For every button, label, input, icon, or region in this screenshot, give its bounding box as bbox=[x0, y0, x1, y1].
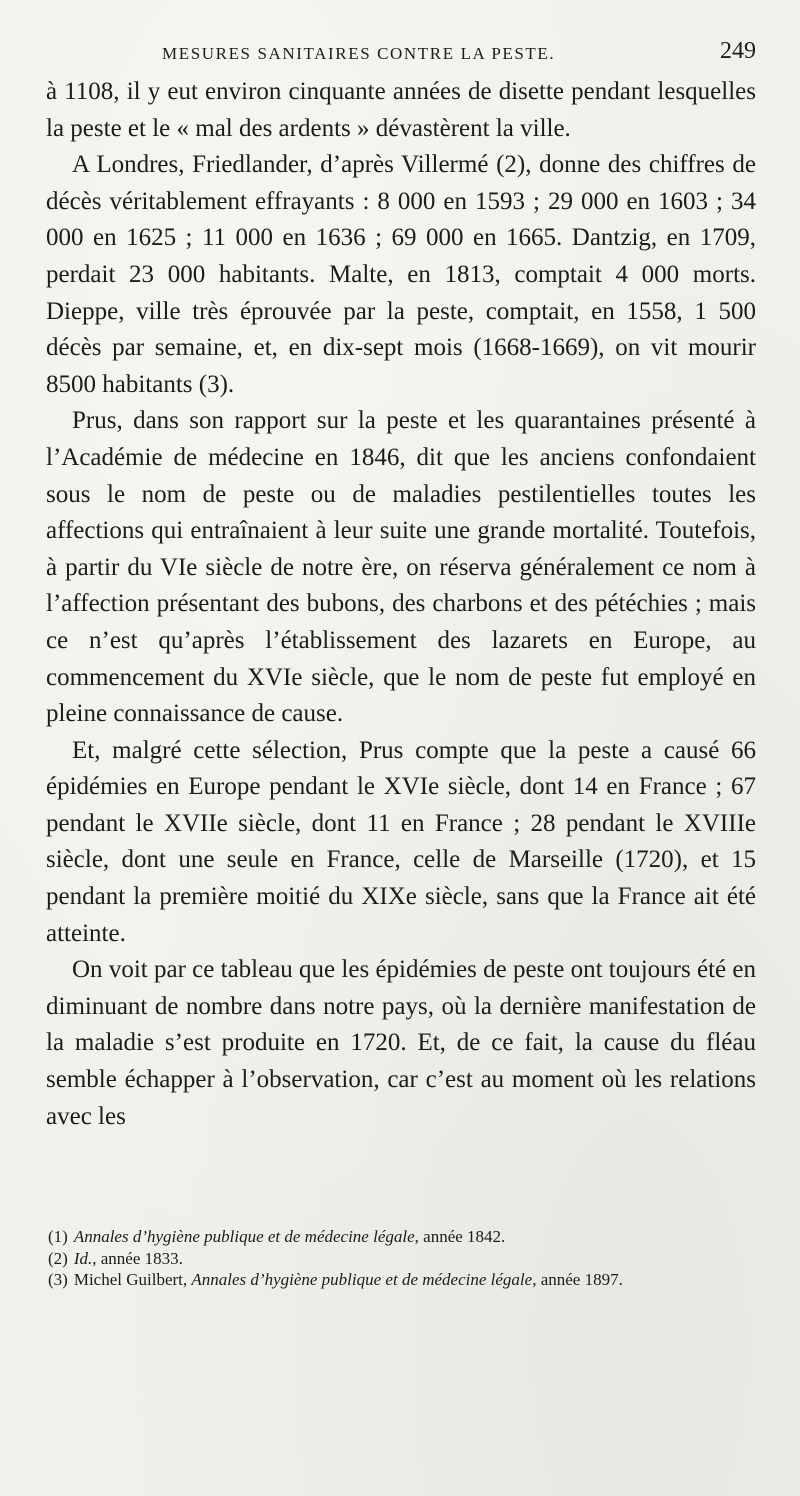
footnote-number: (2) bbox=[48, 1248, 68, 1268]
footnote-detail: , année 1897. bbox=[532, 1270, 623, 1289]
footnote bbox=[46, 1269, 756, 1291]
paragraph: Prus, dans son rapport sur la peste et les quarantaines présenté à l’Académie de médecine en 1846, dit que les anciens confondaient sous le nom de peste ou de maladies pestilentielles toutes les affections qui entraînaient à leur suite une grande mortalité. Toutefois, à partir du VIe siècle de notre ère, on réserva généralement ce nom à l’affection présentant des bubons, des charbons et des pétéchies ; mais ce n’est qu’après l’établissement des lazarets en Europe, au commencement du XVIe siècle, que le nom de peste fut employé en pleine connaissance de cause. bbox=[46, 407, 756, 728]
footnote bbox=[46, 1248, 756, 1270]
footnote-number: (1) bbox=[48, 1227, 68, 1246]
paragraph: A Londres, Friedlander, d’après Villermé (2), donne des chiffres de décès véritablement effrayants : 8 000 en 1593 ; 29 000 en 1603 ; 34 000 en 1625 ; 11 000 en 1636 ; 69 000 en 1665. Dantzig, en 1709, perdait 23 000 habitants. Malte, en 1813, comptait 4 000 morts. Dieppe, ville très éprouvée par la peste, comptait, en 1558, 1 500 décès par semaine, et, en dix-sept mois (1668-1669), on vit mourir 8500 habitants (3). bbox=[46, 151, 756, 398]
paragraph-continued: à 1108, il y eut environ cinquante années de disette pendant lesquelles la peste et le « mal des ardents » dévastèrent la ville. bbox=[46, 78, 756, 142]
page-number: 249 bbox=[720, 38, 756, 64]
footnote bbox=[46, 1226, 756, 1248]
body-text bbox=[46, 74, 756, 1135]
footnote-title: Annales d’hygiène publique et de médecine légale bbox=[191, 1270, 533, 1289]
footnotes bbox=[46, 1226, 756, 1291]
footnote-detail: , année 1842. bbox=[414, 1227, 506, 1246]
footnote-title: Annales d’hygiène publique et de médecine légale bbox=[73, 1227, 415, 1246]
running-title: MESURES SANITAIRES CONTRE LA PESTE. bbox=[162, 44, 556, 63]
footnote-title: Id. bbox=[73, 1248, 93, 1268]
footnote-number: (3) bbox=[48, 1270, 68, 1289]
paragraph: On voit par ce tableau que les épidémies de peste ont toujours été en diminuant de nombre dans notre pays, où la dernière manifestation de la maladie s’est produite en 1720. Et, de ce fait, la cause du fléau semble échapper à l’observation, car c’est au moment où les relations avec les bbox=[46, 956, 756, 1130]
paragraph: Et, malgré cette sélection, Prus compte que la peste a causé 66 épidémies en Europe pendant le XVIe siècle, dont 14 en France ; 67 pendant le XVIIe siècle, dont 11 en France ; 28 pendant le XVIIIe siècle, dont une seule en France, celle de Marseille (1720), et 15 pendant la première moitié du XIXe siècle, sans que la France ait été atteinte. bbox=[46, 736, 756, 947]
page-header bbox=[44, 38, 756, 68]
footnote-detail: , année 1833. bbox=[92, 1248, 183, 1268]
footnote-author: Michel Guilbert, bbox=[73, 1270, 192, 1289]
